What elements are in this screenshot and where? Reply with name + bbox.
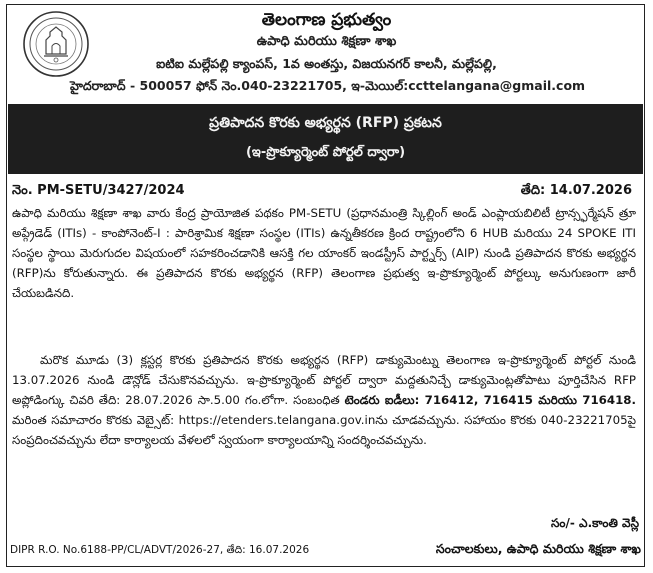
address-line-1: ఐటిఐ మల్లేపల్లి క్యాంపస్, 1వ అంతస్తు, విజయనగర్ కాలనీ, మల్లేపల్లి, [156, 56, 497, 71]
banner-title: ప్రతిపాదన కొరకు అభ్యర్థన (RFP) ప్రకటన [209, 115, 442, 131]
government-name: తెలంగాణ ప్రభుత్వం [261, 10, 392, 30]
director-designation: సంచాలకులు, ఉపాధి మరియు శిక్షణా శాఖ [435, 541, 641, 556]
department-name: ఉపాధి మరియు శిక్షణా శాఖ [256, 34, 397, 49]
paragraph-2-start: మరొక మూడు (3) క్లస్టర్ల కొరకు ప్రతిపాదన కొరకు అభ్యర్థన (RFP) డాక్యుమెంట్ను తెలంగాణ ఇ-ప్రొక్యూర్మెంట్ పోర్టల్ నుండి 13.07.2026 నుండి డౌన్లోడ్ చేసుకొనవచ్చును. ఇ-ప్రొక్యూర్మెంట్ పోర్టల్ ద్వారా మద్దతునిచ్చే డాక్యుమెంట్లతోపాటు పూర్తిచేసిన RFP అప్లోడింగ్కు చివరి తేది: 28.07.2026 సా.5.00 గం.లోగా. సంబంధిత [12, 353, 636, 407]
tender-ids: టెండరు ఐడీలు: 716412, 716415 మరియు 716418. [344, 393, 636, 407]
notice-date: తేది: 14.07.2026 [520, 183, 632, 198]
rfp-banner [8, 104, 643, 174]
dipr-reference: DIPR R.O. No.6188-PP/CL/ADVT/2026-27, తేది: 16.07.2026 [10, 544, 310, 556]
reference-number: నెం. PM-SETU/3427/2024 [12, 183, 185, 198]
banner-subtitle: (ఇ-ప్రొక్యూర్మెంట్ పోర్టల్ ద్వారా) [245, 145, 406, 160]
body-paragraph-1: ఉపాధి మరియు శిక్షణా శాఖ వారు కేంద్ర ప్రాయోజిత పథకం PM-SETU (ప్రధానమంత్రి స్కిల్లింగ్ అండ్ ఎంప్లాయబిలిటీ ట్రాన్స్ఫర్మేషన్ త్రూ అప్గ్రేడెడ్ (ITIs) - కాంపోనెంట్-I : పారిశ్రామిక శిక్షణా సంస్థల (ITIs) ఉన్నతీకరణ క్రింద రాష్ట్రంలోని 6 HUB మరియు 24 SPOKE ITI సంస్థల స్థాయి మెరుగుదల విషయంలో సహకరించడానికి ఆసక్తి గల యాంకర్ ఇండస్ట్రీస్ పార్ట్నర్స్ (AIP) నుండి ప్రతిపాదన కొరకు అభ్యర్థన (RFP)ను కోరుతున్నారు. ఈ ప్రతిపాదన కొరకు అభ్యర్థన (RFP) తెలంగాణ ప్రభుత్వ ఇ-ప్రొక్యూర్మెంట్ పోర్టల్కు అనుగుణంగా జారీ చేయబడినది. [12, 206, 636, 300]
reference-line [12, 183, 636, 201]
paragraph-2-end: మరింత సమాచారం కొరకు వెబ్సైట్: https://etenders.telangana.gov.inను చూడవచ్చును. సహాయం కొరకు 040-23221705పై సంప్రదించవచ్చును లేదా కార్యాలయ వేళలలో స్వయంగా కార్యాలయాన్ని సందర్శించవచ్చును. [12, 413, 636, 447]
body-paragraph-2 [12, 350, 636, 450]
signature: సం/- ఎ.కాంతి వెస్లీ [550, 516, 639, 530]
address-line-2: హైదరాబాద్ - 500057 ఫోన్ నెం.040-23221705, ఇ-మెయిల్:ccttelangana@gmail.com [69, 78, 586, 93]
